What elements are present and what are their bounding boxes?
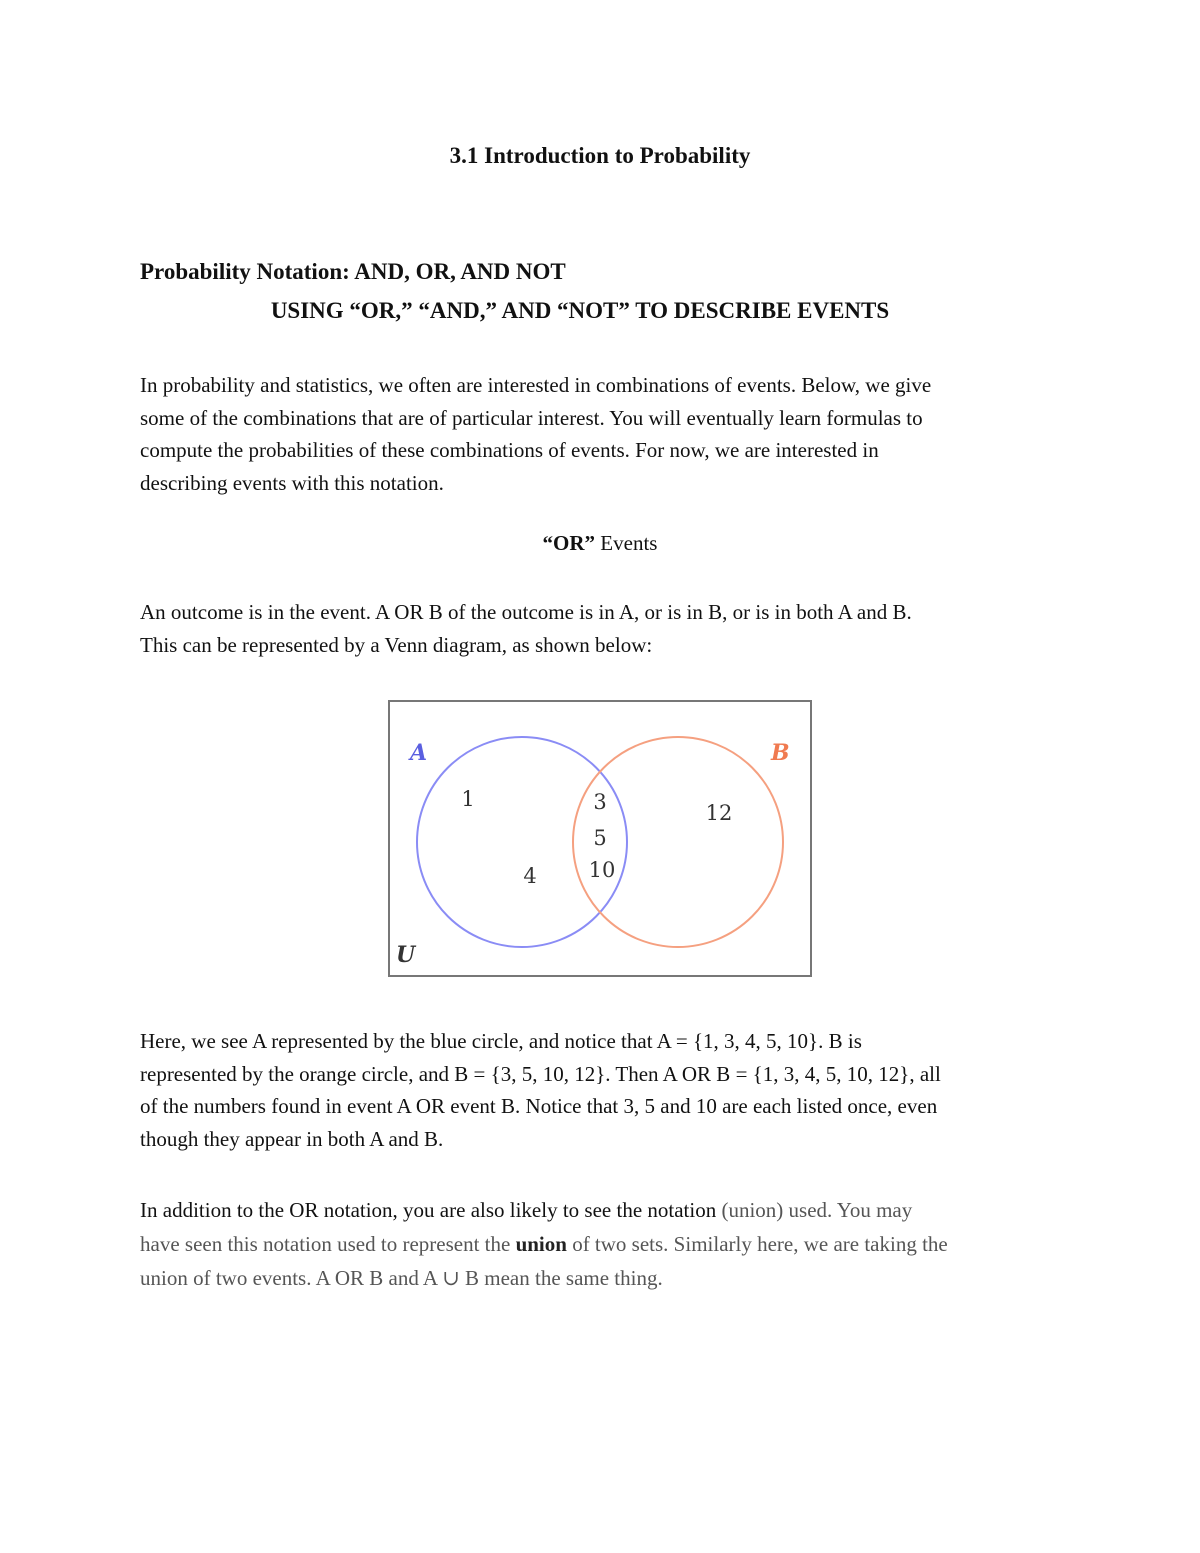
- example-paragraph: [140, 1025, 1070, 1155]
- venn-diagram-svg: [388, 700, 812, 977]
- example-line: represented by the orange circle, and B = {3, 5, 10, 12}. Then A OR B = {1, 3, 4, 5, 10, 12}, all: [140, 1061, 941, 1086]
- a-only-element: 1: [461, 787, 475, 811]
- intro-line: compute the probabilities of these combinations of events. For now, we are interested in: [140, 438, 879, 462]
- universe-label: U: [396, 942, 416, 968]
- union-paragraph: [140, 1193, 1070, 1295]
- intersection-element: 5: [593, 826, 607, 850]
- or-definition-line: This can be represented by a Venn diagram, as shown below:: [140, 632, 653, 657]
- intersection-element: 3: [593, 790, 607, 814]
- example-line: of the numbers found in event A OR event B. Notice that 3, 5 and 10 are each listed once, even: [140, 1094, 938, 1118]
- or-definition-line: An outcome is in the event. A OR B of the outcome is in A, or is in B, or is in both A and B.: [140, 600, 912, 624]
- union-bold-word: union: [515, 1232, 567, 1256]
- or-events-quoted: “OR”: [542, 531, 596, 555]
- or-events-heading: [0, 531, 1200, 556]
- union-line1-gray: (union) used. You may: [721, 1198, 913, 1222]
- section-heading: Probability Notation: AND, OR, AND NOT: [140, 259, 566, 284]
- intro-line: describing events with this notation.: [140, 470, 444, 495]
- union-line2-before: have seen this notation used to represent the: [140, 1232, 516, 1256]
- union-line2-after: of two sets. Similarly here, we are taking the: [566, 1232, 948, 1256]
- set-a-label: A: [410, 740, 428, 766]
- set-b-label: B: [771, 740, 790, 766]
- intro-paragraph: [140, 369, 1070, 499]
- example-line: Here, we see A represented by the blue circle, and notice that A = {1, 3, 4, 5, 10}. B is: [140, 1029, 862, 1053]
- or-events-rest: Events: [595, 531, 658, 555]
- or-definition-paragraph: [140, 596, 1070, 661]
- intro-line: some of the combinations that are of particular interest. You will eventually learn formulas to: [140, 405, 923, 430]
- section-subheading: USING “OR,” “AND,” AND “NOT” TO DESCRIBE EVENTS: [270, 298, 890, 323]
- example-line: though they appear in both A and B.: [140, 1126, 444, 1151]
- venn-diagram: [388, 700, 812, 977]
- intro-line: In probability and statistics, we often are interested in combinations of events. Below, we give: [140, 373, 932, 397]
- intersection-element: 10: [588, 858, 616, 882]
- page-title: 3.1 Introduction to Probability: [449, 143, 751, 168]
- union-line3: union of two events. A OR B and A ∪ B mean the same thing.: [140, 1266, 663, 1290]
- union-line1-dark: In addition to the OR notation, you are also likely to see the notation: [140, 1198, 722, 1222]
- b-only-element: 12: [705, 801, 733, 825]
- a-only-element: 4: [523, 864, 537, 888]
